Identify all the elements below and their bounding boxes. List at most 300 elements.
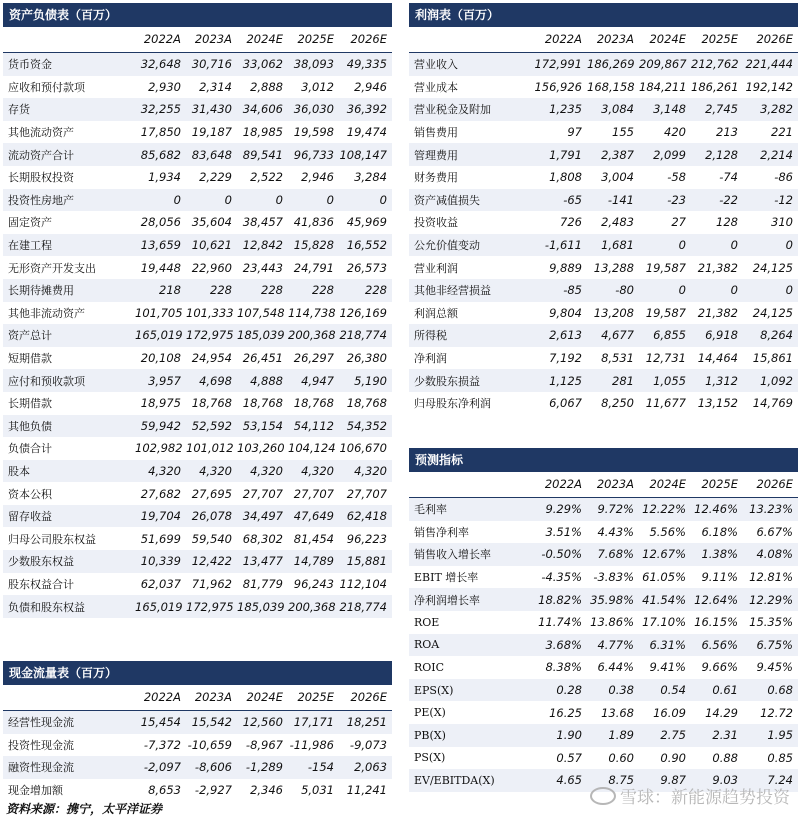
cashflow-panel	[3, 661, 392, 801]
value-cell: 26,078	[186, 505, 237, 528]
value-cell: -2,927	[186, 779, 237, 802]
value-cell: 2,387	[587, 143, 639, 166]
value-cell: 2,099	[639, 143, 691, 166]
value-cell: 27	[639, 211, 691, 234]
value-cell: 2,946	[339, 76, 392, 99]
value-cell: 30,716	[186, 53, 237, 76]
year-header: 2026E	[350, 32, 387, 46]
value-cell: -2,097	[135, 756, 186, 779]
table-row	[3, 369, 392, 392]
value-cell: 12,422	[186, 550, 237, 573]
value-cell: 35,604	[186, 211, 237, 234]
table-row	[3, 779, 392, 802]
row-label: 营业收入	[409, 53, 534, 76]
value-cell: 19,598	[288, 121, 339, 144]
value-cell: 112,104	[339, 573, 392, 596]
value-cell: 19,187	[186, 121, 237, 144]
value-cell: 186,269	[587, 53, 639, 76]
table-row	[409, 543, 798, 566]
row-label: 股东权益合计	[3, 573, 135, 596]
value-cell: 9.03	[691, 769, 743, 792]
value-cell: 24,791	[288, 256, 339, 279]
value-cell: 2,063	[339, 756, 392, 779]
row-label: 投资性房地产	[3, 189, 135, 212]
value-cell: 0.54	[639, 679, 691, 702]
value-cell: 8,653	[135, 779, 186, 802]
row-label: 负债和股东权益	[3, 595, 135, 618]
value-cell: 31,430	[186, 98, 237, 121]
value-cell: 13.86%	[587, 611, 639, 634]
row-label: 营业成本	[409, 76, 534, 99]
balance-sheet-title: 资产负债表（百万）	[3, 3, 392, 27]
value-cell: 15,881	[339, 550, 392, 573]
table-row	[3, 302, 392, 325]
value-cell: 172,975	[186, 324, 237, 347]
value-cell: 14,769	[743, 392, 798, 415]
income-year-header	[409, 27, 798, 53]
value-cell: 7.68%	[587, 543, 639, 566]
value-cell: 3,148	[639, 98, 691, 121]
table-row	[3, 392, 392, 415]
value-cell: 0	[743, 234, 798, 257]
value-cell: 12,560	[237, 711, 288, 734]
value-cell: 108,147	[339, 143, 392, 166]
value-cell: 9.41%	[639, 656, 691, 679]
table-row	[3, 482, 392, 505]
table-row	[3, 573, 392, 596]
value-cell: 13,477	[237, 550, 288, 573]
table-row	[409, 369, 798, 392]
table-row	[3, 595, 392, 618]
value-cell: 1,791	[534, 143, 587, 166]
value-cell: 83,648	[186, 143, 237, 166]
value-cell: 6,918	[691, 324, 743, 347]
value-cell: 14,789	[288, 550, 339, 573]
value-cell: 6.67%	[743, 521, 798, 544]
value-cell: 11,241	[339, 779, 392, 802]
value-cell: 8,264	[743, 324, 798, 347]
row-label: PB(X)	[409, 724, 534, 747]
value-cell: 101,012	[186, 437, 237, 460]
value-cell: 0	[237, 189, 288, 212]
value-cell: 0.68	[743, 679, 798, 702]
value-cell: 2,128	[691, 143, 743, 166]
value-cell: 2,214	[743, 143, 798, 166]
value-cell: 155	[587, 121, 639, 144]
value-cell: 10,339	[135, 550, 186, 573]
value-cell: 3,282	[743, 98, 798, 121]
row-label: 销售费用	[409, 121, 534, 144]
table-row	[3, 550, 392, 573]
table-row	[409, 392, 798, 415]
table-row	[3, 347, 392, 370]
value-cell: -3.83%	[587, 566, 639, 589]
year-header: 2025E	[297, 690, 334, 704]
value-cell: 9.45%	[743, 656, 798, 679]
value-cell: 28,056	[135, 211, 186, 234]
row-label: ROA	[409, 634, 534, 657]
value-cell: 228	[339, 279, 392, 302]
value-cell: 2.31	[691, 724, 743, 747]
value-cell: 3,004	[587, 166, 639, 189]
source-note: 资料来源：携宁，太平洋证券	[6, 802, 163, 816]
value-cell: 212,762	[691, 53, 743, 76]
value-cell: 16.25	[534, 701, 587, 724]
value-cell: 2,930	[135, 76, 186, 99]
value-cell: -154	[288, 756, 339, 779]
value-cell: 16,552	[339, 234, 392, 257]
row-label: 投资收益	[409, 211, 534, 234]
value-cell: 126,169	[339, 302, 392, 325]
value-cell: 101,705	[135, 302, 186, 325]
value-cell: 1,235	[534, 98, 587, 121]
value-cell: 228	[288, 279, 339, 302]
value-cell: 17.10%	[639, 611, 691, 634]
table-row	[3, 734, 392, 757]
value-cell: 54,112	[288, 415, 339, 438]
row-label: 资产减值损失	[409, 189, 534, 212]
value-cell: 0	[639, 279, 691, 302]
value-cell: 2,229	[186, 166, 237, 189]
balance-sheet-table	[3, 53, 392, 618]
value-cell: 228	[237, 279, 288, 302]
table-row	[409, 611, 798, 634]
value-cell: 4,320	[339, 460, 392, 483]
value-cell: 9,804	[534, 302, 587, 325]
row-label: EBIT 增长率	[409, 566, 534, 589]
value-cell: 2,946	[288, 166, 339, 189]
value-cell: 4,320	[288, 460, 339, 483]
value-cell: 6.56%	[691, 634, 743, 657]
table-row	[3, 166, 392, 189]
table-row	[3, 211, 392, 234]
table-row	[409, 566, 798, 589]
value-cell: 104,124	[288, 437, 339, 460]
value-cell: -9,073	[339, 734, 392, 757]
table-row	[409, 324, 798, 347]
value-cell: 2,613	[534, 324, 587, 347]
value-cell: 1.95	[743, 724, 798, 747]
value-cell: 41,836	[288, 211, 339, 234]
year-header: 2024E	[246, 32, 283, 46]
cashflow-title: 现金流量表（百万）	[3, 661, 392, 685]
value-cell: 22,960	[186, 256, 237, 279]
value-cell: -7,372	[135, 734, 186, 757]
value-cell: 26,380	[339, 347, 392, 370]
value-cell: -23	[639, 189, 691, 212]
value-cell: -0.50%	[534, 543, 587, 566]
value-cell: 128	[691, 211, 743, 234]
value-cell: -8,606	[186, 756, 237, 779]
value-cell: 12,842	[237, 234, 288, 257]
value-cell: 200,368	[288, 324, 339, 347]
value-cell: 4,320	[135, 460, 186, 483]
value-cell: 0.85	[743, 747, 798, 770]
table-row	[3, 279, 392, 302]
value-cell: 21,382	[691, 256, 743, 279]
snowball-logo-icon	[590, 787, 616, 805]
value-cell: 4,888	[237, 369, 288, 392]
table-row	[409, 143, 798, 166]
value-cell: 1,092	[743, 369, 798, 392]
table-row	[3, 189, 392, 212]
value-cell: 1.89	[587, 724, 639, 747]
value-cell: 61.05%	[639, 566, 691, 589]
value-cell: 41.54%	[639, 588, 691, 611]
value-cell: 172,991	[534, 53, 587, 76]
value-cell: 59,942	[135, 415, 186, 438]
row-label: 利润总额	[409, 302, 534, 325]
row-label: 应付和预收款项	[3, 369, 135, 392]
value-cell: 0	[691, 279, 743, 302]
value-cell: 18,985	[237, 121, 288, 144]
value-cell: 6.44%	[587, 656, 639, 679]
value-cell: 7.24	[743, 769, 798, 792]
row-label: 现金增加额	[3, 779, 135, 802]
value-cell: 36,392	[339, 98, 392, 121]
value-cell: 68,302	[237, 527, 288, 550]
value-cell: 59,540	[186, 527, 237, 550]
table-row	[3, 460, 392, 483]
value-cell: 9.29%	[534, 498, 587, 521]
value-cell: 13,288	[587, 256, 639, 279]
table-row	[409, 166, 798, 189]
table-row	[3, 415, 392, 438]
row-label: 投资性现金流	[3, 734, 135, 757]
value-cell: 3,957	[135, 369, 186, 392]
table-row	[409, 234, 798, 257]
value-cell: 218	[135, 279, 186, 302]
value-cell: 2,346	[237, 779, 288, 802]
value-cell: 18,768	[237, 392, 288, 415]
value-cell: 2,888	[237, 76, 288, 99]
row-label: 存货	[3, 98, 135, 121]
row-label: 所得税	[409, 324, 534, 347]
value-cell: 165,019	[135, 324, 186, 347]
value-cell: 16.09	[639, 701, 691, 724]
table-row	[3, 143, 392, 166]
value-cell: 13,659	[135, 234, 186, 257]
value-cell: -12	[743, 189, 798, 212]
year-header: 2026E	[756, 477, 793, 491]
value-cell: 0.38	[587, 679, 639, 702]
value-cell: 2,522	[237, 166, 288, 189]
year-header: 2022A	[544, 32, 582, 46]
table-row	[409, 76, 798, 99]
value-cell: 107,548	[237, 302, 288, 325]
row-label: EPS(X)	[409, 679, 534, 702]
value-cell: 0.90	[639, 747, 691, 770]
balance-sheet-panel	[3, 3, 392, 618]
table-row	[409, 521, 798, 544]
value-cell: 81,779	[237, 573, 288, 596]
value-cell: 5.56%	[639, 521, 691, 544]
value-cell: 19,587	[639, 256, 691, 279]
row-label: 毛利率	[409, 498, 534, 521]
value-cell: 81,454	[288, 527, 339, 550]
row-label: 财务费用	[409, 166, 534, 189]
value-cell: 27,707	[288, 482, 339, 505]
value-cell: 20,108	[135, 347, 186, 370]
row-label: 净利润	[409, 347, 534, 370]
value-cell: 18,768	[339, 392, 392, 415]
forecast-panel	[409, 448, 798, 792]
row-label: 固定资产	[3, 211, 135, 234]
row-label: 归母股东净利润	[409, 392, 534, 415]
value-cell: 3.51%	[534, 521, 587, 544]
table-row	[3, 121, 392, 144]
value-cell: 5,190	[339, 369, 392, 392]
value-cell: 3.68%	[534, 634, 587, 657]
table-row	[3, 234, 392, 257]
value-cell: 0.60	[587, 747, 639, 770]
value-cell: 4.77%	[587, 634, 639, 657]
table-row	[3, 256, 392, 279]
value-cell: 3,084	[587, 98, 639, 121]
value-cell: 4.08%	[743, 543, 798, 566]
value-cell: 1.38%	[691, 543, 743, 566]
row-label: 负债合计	[3, 437, 135, 460]
value-cell: -86	[743, 166, 798, 189]
table-row	[3, 756, 392, 779]
value-cell: 0.28	[534, 679, 587, 702]
value-cell: 8,250	[587, 392, 639, 415]
value-cell: 19,474	[339, 121, 392, 144]
row-label: ROIC	[409, 656, 534, 679]
value-cell: 168,158	[587, 76, 639, 99]
value-cell: 8.38%	[534, 656, 587, 679]
value-cell: 172,975	[186, 595, 237, 618]
value-cell: 9.66%	[691, 656, 743, 679]
value-cell: 114,738	[288, 302, 339, 325]
value-cell: 54,352	[339, 415, 392, 438]
table-row	[409, 256, 798, 279]
value-cell: 21,382	[691, 302, 743, 325]
table-row	[3, 53, 392, 76]
table-row	[409, 53, 798, 76]
year-header: 2023A	[194, 690, 232, 704]
row-label: 归母公司股东权益	[3, 527, 135, 550]
value-cell: 27,682	[135, 482, 186, 505]
value-cell: 62,418	[339, 505, 392, 528]
value-cell: 0	[639, 234, 691, 257]
value-cell: 24,125	[743, 256, 798, 279]
value-cell: 1,681	[587, 234, 639, 257]
table-row	[409, 302, 798, 325]
value-cell: 0	[339, 189, 392, 212]
value-cell: 209,867	[639, 53, 691, 76]
value-cell: 38,457	[237, 211, 288, 234]
value-cell: 4.43%	[587, 521, 639, 544]
row-label: 其他负债	[3, 415, 135, 438]
table-row	[409, 498, 798, 521]
value-cell: 13.23%	[743, 498, 798, 521]
value-cell: 221,444	[743, 53, 798, 76]
value-cell: 2,483	[587, 211, 639, 234]
value-cell: 96,223	[339, 527, 392, 550]
row-label: PS(X)	[409, 747, 534, 770]
row-label: 留存收益	[3, 505, 135, 528]
value-cell: 4,320	[237, 460, 288, 483]
balance-sheet-year-header	[3, 27, 392, 53]
value-cell: 0.88	[691, 747, 743, 770]
value-cell: 185,039	[237, 324, 288, 347]
value-cell: 26,297	[288, 347, 339, 370]
value-cell: 71,962	[186, 573, 237, 596]
year-header: 2026E	[350, 690, 387, 704]
value-cell: 186,261	[691, 76, 743, 99]
value-cell: 53,154	[237, 415, 288, 438]
value-cell: 185,039	[237, 595, 288, 618]
value-cell: 12,731	[639, 347, 691, 370]
value-cell: 85,682	[135, 143, 186, 166]
value-cell: 420	[639, 121, 691, 144]
value-cell: 12.29%	[743, 588, 798, 611]
value-cell: 7,192	[534, 347, 587, 370]
value-cell: 17,171	[288, 711, 339, 734]
row-label: 管理费用	[409, 143, 534, 166]
year-header: 2024E	[649, 32, 686, 46]
value-cell: -85	[534, 279, 587, 302]
value-cell: 9.72%	[587, 498, 639, 521]
value-cell: 2,745	[691, 98, 743, 121]
value-cell: 15,828	[288, 234, 339, 257]
value-cell: 96,243	[288, 573, 339, 596]
value-cell: 0	[186, 189, 237, 212]
value-cell: 6,855	[639, 324, 691, 347]
row-label: 资本公积	[3, 482, 135, 505]
income-statement-title: 利润表（百万）	[409, 3, 798, 27]
row-label: 短期借款	[3, 347, 135, 370]
value-cell: 310	[743, 211, 798, 234]
cashflow-year-header	[3, 685, 392, 711]
value-cell: 32,648	[135, 53, 186, 76]
value-cell: 281	[587, 369, 639, 392]
table-row	[409, 634, 798, 657]
value-cell: 101,333	[186, 302, 237, 325]
value-cell: -58	[639, 166, 691, 189]
value-cell: 45,969	[339, 211, 392, 234]
value-cell: 218,774	[339, 324, 392, 347]
value-cell: 213	[691, 121, 743, 144]
table-row	[409, 679, 798, 702]
row-label: 营业利润	[409, 256, 534, 279]
value-cell: 34,606	[237, 98, 288, 121]
value-cell: 165,019	[135, 595, 186, 618]
table-row	[409, 189, 798, 212]
value-cell: 9.87	[639, 769, 691, 792]
value-cell: 15,861	[743, 347, 798, 370]
value-cell: 49,335	[339, 53, 392, 76]
row-label: 资产总计	[3, 324, 135, 347]
table-row	[409, 747, 798, 770]
row-label: 净利润增长率	[409, 588, 534, 611]
row-label: 营业税金及附加	[409, 98, 534, 121]
value-cell: 23,443	[237, 256, 288, 279]
value-cell: -10,659	[186, 734, 237, 757]
value-cell: -22	[691, 189, 743, 212]
value-cell: 2,314	[186, 76, 237, 99]
table-row	[409, 656, 798, 679]
row-label: 销售收入增长率	[409, 543, 534, 566]
value-cell: 0.61	[691, 679, 743, 702]
value-cell: 18,975	[135, 392, 186, 415]
value-cell: 19,448	[135, 256, 186, 279]
table-row	[409, 279, 798, 302]
value-cell: 4,698	[186, 369, 237, 392]
value-cell: 11,677	[639, 392, 691, 415]
watermark-text: 雪球：新能源趋势投资	[620, 788, 790, 808]
